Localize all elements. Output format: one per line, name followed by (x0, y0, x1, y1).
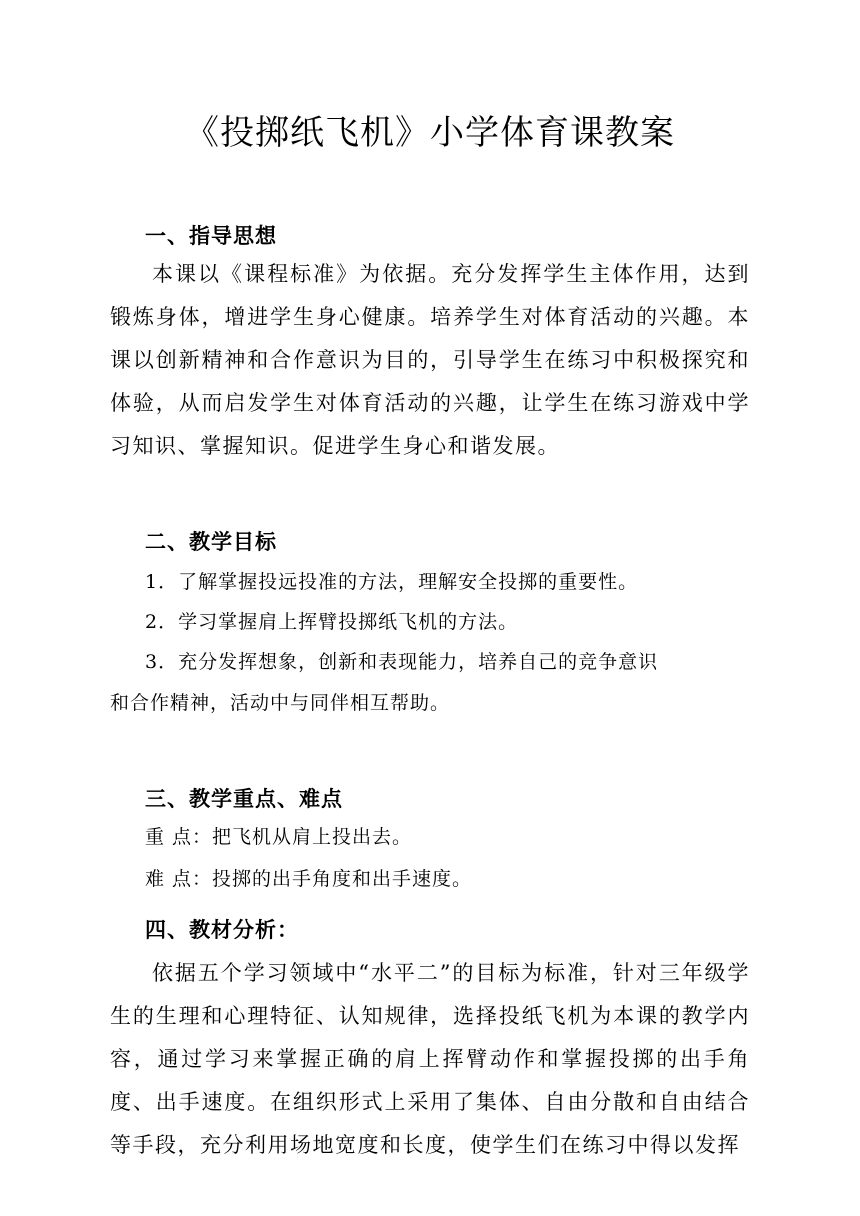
goal-item-1: 1．了解掌握投远投准的方法，理解安全投掷的重要性。 (145, 571, 639, 593)
goal-item-3: 3．充分发挥想象，创新和表现能力，培养自己的竞争意识 (145, 651, 659, 673)
section-heading-key-points: 三、教学重点、难点 (145, 786, 343, 811)
goal-item-3-continuation: 和合作精神，活动中与同伴相互帮助。 (110, 692, 451, 714)
difficult-point: 难 点：投掷的出手角度和出手速度。 (145, 868, 473, 890)
section-heading-teaching-goals: 二、教学目标 (145, 529, 277, 554)
section-heading-material-analysis: 四、教材分析： (145, 917, 299, 942)
key-point: 重 点：把飞机从肩上投出去。 (145, 826, 413, 848)
document-title: 《投掷纸飞机》小学体育课教案 (185, 113, 675, 153)
goal-item-2: 2．学习掌握肩上挥臂投掷纸飞机的方法。 (145, 611, 519, 633)
material-analysis-paragraph: 依据五个学习领域中“水平二”的目标为标准，针对三年级学生的生理和心理特征、认知规律，选择投纸飞机为本课的教学内容，通过学习来掌握正确的肩上挥臂动作和掌握投掷的出手角度、出手速度。在组织形式上采用了集体、自由分散和自由结合等手段，充分利用场地宽度和长度，使学生们在练习中得以发挥 (110, 961, 750, 1157)
guiding-idea-paragraph: 本课以《课程标准》为依据。充分发挥学生主体作用，达到锻炼身体，增进学生身心健康。培养学生对体育活动的兴趣。本课以创新精神和合作意识为目的，引导学生在练习中积极探究和体验，从而启发学生对体育活动的兴趣，让学生在练习游戏中学习知识、掌握知识。促进学生身心和谐发展。 (110, 262, 750, 458)
section-heading-guiding-idea: 一、指导思想 (145, 223, 277, 248)
